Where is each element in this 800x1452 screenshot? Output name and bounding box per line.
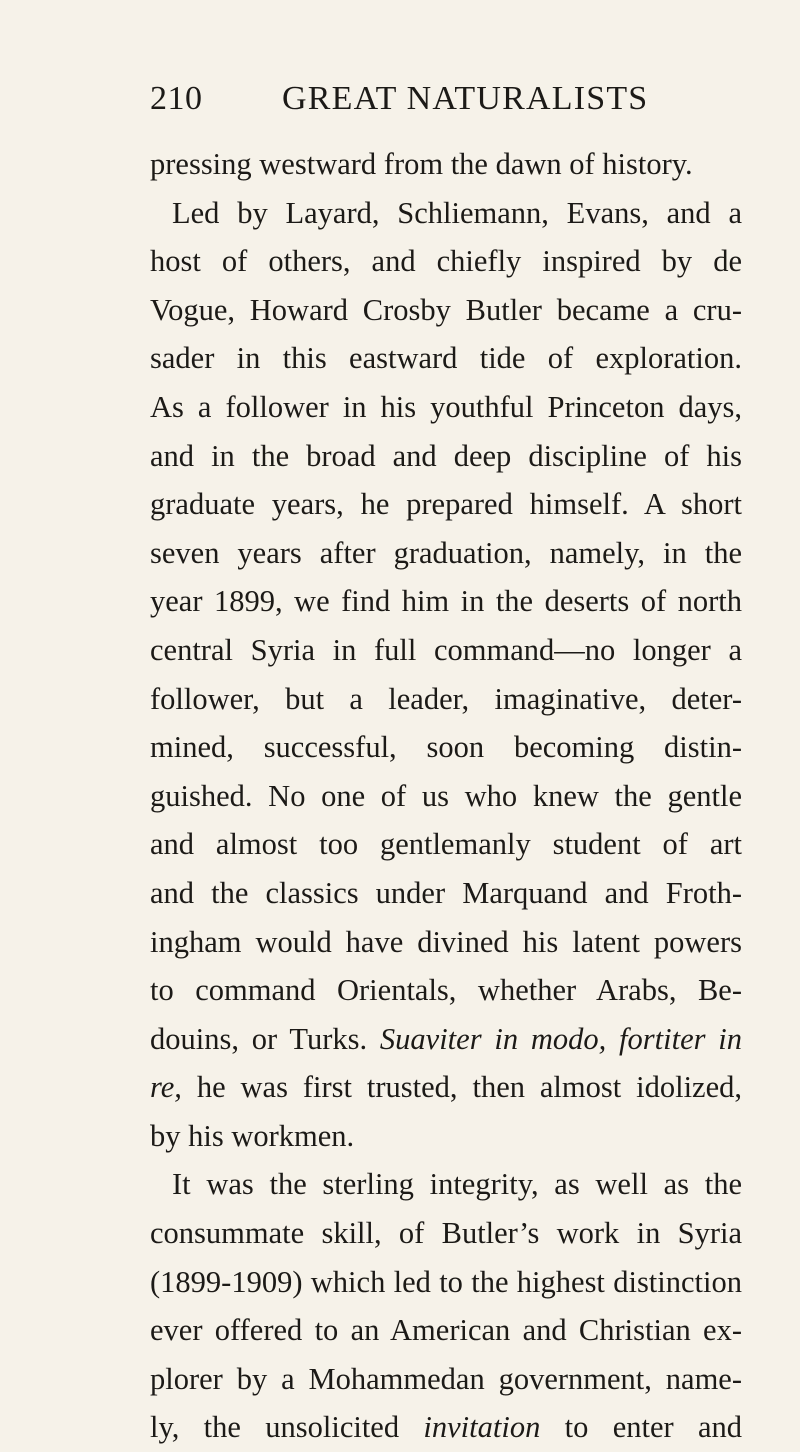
text-line: graduate years, he prepared himself. A short <box>150 487 742 522</box>
text-line: Led by Layard, Schliemann, Evans, and a <box>172 195 742 230</box>
text-line: to command Orientals, whether Arabs, Be- <box>150 973 742 1008</box>
text-line: ever offered to an American and Christian ex- <box>150 1313 742 1348</box>
text-segment: ly, the unsolicited <box>150 1410 400 1445</box>
text-segment: to enter and <box>564 1410 742 1445</box>
text-line: guished. No one of us who knew the gentle <box>150 778 742 813</box>
running-head: GREAT NATURALISTS <box>282 80 649 117</box>
page-number: 210 <box>150 80 203 117</box>
text-line: host of others, and chiefly inspired by de <box>150 244 742 279</box>
text-line: sader in this eastward tide of exploration. <box>150 341 742 376</box>
italic-latin-phrase: Suaviter in modo, fortiter in <box>379 1021 742 1056</box>
text-segment: douins, or Turks. <box>150 1021 368 1056</box>
page-header <box>150 80 650 130</box>
text-line: and almost too gentlemanly student of art <box>150 827 742 862</box>
italic-latin-phrase-end: re, <box>150 1070 182 1105</box>
text-line: ingham would have divined his latent powers <box>150 924 742 959</box>
text-line: seven years after graduation, namely, in the <box>150 535 742 570</box>
text-line: by his workmen. <box>150 1118 355 1153</box>
text-line: and the classics under Marquand and Froth- <box>150 875 742 910</box>
text-line: consummate skill, of Butler’s work in Syria <box>150 1216 742 1251</box>
body-text <box>150 140 742 1452</box>
text-line: year 1899, we find him in the deserts of north <box>150 584 742 619</box>
text-line <box>150 1063 742 1112</box>
text-line: and in the broad and deep discipline of his <box>150 438 742 473</box>
text-line: mined, successful, soon becoming distin- <box>150 730 742 765</box>
text-line: plorer by a Mohammedan government, name- <box>150 1361 742 1396</box>
text-line: follower, but a leader, imaginative, deter- <box>150 681 742 716</box>
text-line: (1899-1909) which led to the highest distinction <box>150 1264 742 1299</box>
text-line: It was the sterling integrity, as well as the <box>172 1167 742 1202</box>
text-line: As a follower in his youthful Princeton days, <box>150 389 742 424</box>
text-line <box>150 1403 742 1452</box>
text-line: pressing westward from the dawn of history. <box>150 147 693 181</box>
italic-word: invitation <box>423 1410 541 1445</box>
text-line <box>150 1015 742 1064</box>
text-line: Vogue, Howard Crosby Butler became a cru- <box>150 292 742 327</box>
text-segment: he was first trusted, then almost idolized, <box>196 1070 743 1105</box>
text-line: central Syria in full command—no longer a <box>150 632 742 667</box>
